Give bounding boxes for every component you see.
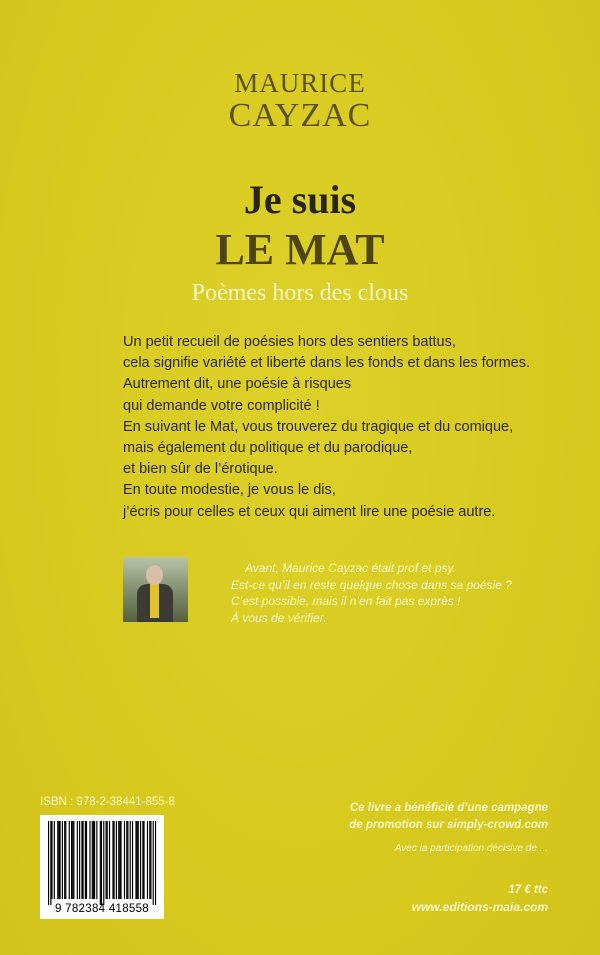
author-last-name: CAYZAC (228, 97, 372, 134)
barcode-bar (85, 821, 86, 899)
barcode-bar (83, 821, 84, 899)
book-title-line-1: Je suis (243, 177, 357, 222)
barcode-bar (101, 821, 102, 905)
barcode-bar (135, 821, 136, 899)
blurb-line: En suivant le Mat, vous trouverez du tragique et du comique, (123, 418, 514, 435)
barcode-bar (132, 821, 133, 899)
barcode-bar (153, 821, 154, 905)
author-bio (231, 560, 591, 626)
blurb-line: et bien sûr de l’érotique. (123, 461, 278, 478)
blurb-line: j’écris pour celles et ceux qui aiment lire une poésie autre. (123, 503, 496, 520)
barcode-bar (73, 821, 74, 899)
barcode-bar (71, 821, 72, 899)
barcode-bar (50, 821, 51, 905)
barcode-bar (118, 821, 119, 899)
price-label: 17 € ttc (508, 884, 548, 896)
bio-line: C’est possible, mais il n’en fait pas exprès ! (231, 594, 461, 608)
barcode-bar (58, 821, 59, 899)
blurb-line: mais également du politique et du parodique, (123, 440, 413, 457)
barcode-bar (107, 821, 108, 899)
barcode-bar (79, 821, 80, 899)
blurb-line: qui demande votre complicité ! (123, 397, 320, 414)
promo-line-2: de promotion sur simply-crowd.com (349, 819, 548, 831)
barcode-bar (92, 821, 93, 899)
barcode-bar (124, 821, 125, 899)
barcode-bar (51, 821, 52, 899)
barcode-bar (126, 821, 127, 899)
barcode-bar (155, 821, 156, 905)
barcode-bar (72, 821, 73, 899)
bio-line: Est-ce qu’il en reste quelque chose dans sa poésie ? (231, 577, 512, 592)
back-cover-blurb (123, 332, 583, 523)
promo-line-1: Ce livre a bénéficié d’une campagne (349, 802, 548, 814)
author-photo-head (146, 565, 163, 585)
book-title-line-2: LE MAT (215, 225, 385, 274)
barcode-bar (48, 821, 49, 905)
barcode-bar (77, 821, 78, 899)
barcode-bar (119, 821, 120, 899)
book-subtitle: Poèmes hors des clous (191, 280, 409, 306)
barcode-bars (40, 815, 164, 905)
barcode-bar (62, 821, 63, 899)
barcode-bar (143, 821, 144, 899)
barcode-bar (114, 821, 115, 899)
author-photo-scarf (150, 584, 159, 618)
barcode-bar (127, 821, 128, 899)
barcode-bar (89, 821, 90, 899)
barcode-bar (100, 821, 101, 905)
participation-note: Avec la participation décisive de ... (394, 843, 548, 854)
bio-line: À vous de vérifier. (231, 610, 327, 625)
author-photo (123, 557, 188, 622)
blurb-line: cela signifie variété et liberté dans les fonds et dans les formes. (123, 355, 531, 372)
blurb-line: En toute modestie, je vous le dis, (123, 482, 336, 499)
barcode-bar (149, 821, 150, 899)
bio-line: Avant, Maurice Cayzac était prof et psy. (245, 561, 456, 575)
barcode-bar (65, 821, 66, 899)
blurb-line: Autrement dit, une poésie à risques (123, 376, 352, 393)
barcode-bar (142, 821, 143, 899)
barcode-bar (106, 821, 107, 899)
barcode-bar (138, 821, 139, 899)
barcode-bar (116, 821, 117, 899)
barcode-bar (120, 821, 121, 899)
barcode-bar (54, 821, 55, 899)
barcode-bar (60, 821, 61, 899)
barcode-bar (93, 821, 94, 899)
barcode-bar (109, 821, 110, 899)
barcode-bar (69, 821, 70, 899)
barcode-bar (140, 821, 141, 899)
isbn-label: ISBN : 978-2-38441-855-8 (40, 796, 175, 808)
barcode-bar (64, 821, 65, 899)
barcode-bar (137, 821, 138, 899)
barcode-bar (96, 821, 97, 899)
barcode-bar (147, 821, 148, 899)
blurb-line: Un petit recueil de poésies hors des sentiers battus, (123, 334, 456, 350)
barcode-bar (86, 821, 87, 899)
barcode-bar (112, 821, 113, 899)
barcode-bar (81, 821, 82, 899)
barcode-digits: 9 782384 418558 (54, 903, 150, 915)
author-first-name: MAURICE (234, 68, 366, 98)
barcode-bar (150, 821, 151, 899)
barcode-bar (103, 821, 104, 905)
publisher-website: www.editions-maia.com (411, 900, 548, 914)
barcode-bar (94, 821, 95, 899)
barcode-bar (130, 821, 131, 899)
barcode-bar (57, 821, 58, 899)
barcode (40, 815, 164, 919)
